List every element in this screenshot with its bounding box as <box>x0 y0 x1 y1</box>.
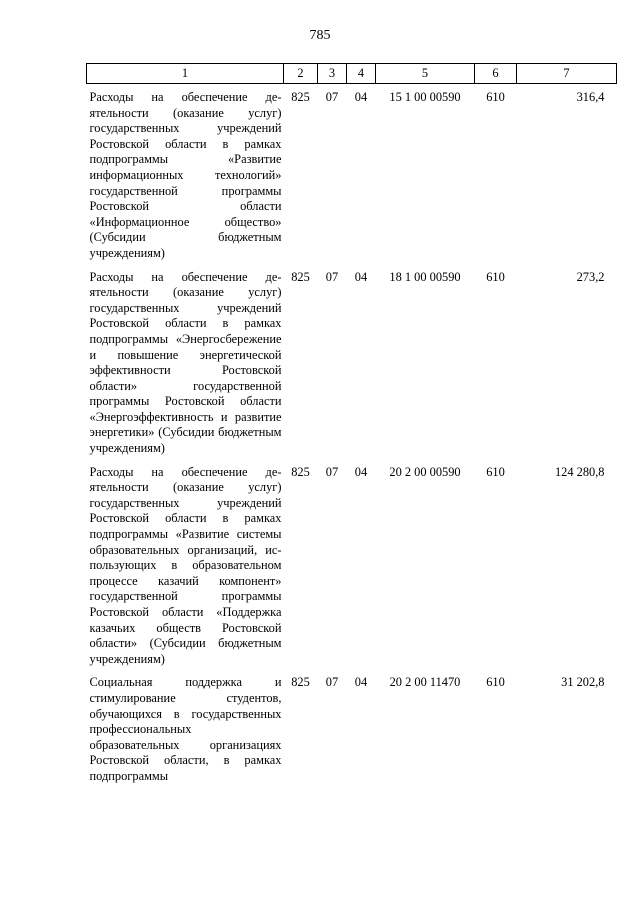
row-col-3: 07 <box>325 675 339 690</box>
row-col-5: 20 2 00 11470 <box>389 675 461 690</box>
row-amount: 316,4 <box>576 90 605 104</box>
page-number: 785 <box>309 28 331 43</box>
row-col-4: 04 <box>354 464 368 479</box>
row-col-6: 610 <box>486 90 505 104</box>
row-description: Расходы на обеспечение деятельности (оказание услуг) государственных учреждений Ростовской области в рамках подпрограммы «Энергосбережение и повышение энергетической эффективности Ростовской области» государственной программы Ростовской области «Энергоэффективность и развитие энергетики» (Субсидии бюджетным учреждениям) <box>89 269 282 456</box>
header-col-1: 1 <box>87 64 284 84</box>
table-row <box>87 270 617 465</box>
row-description: Социальная поддержка и стимулирование студентов, обучающихся в государственных профессиональных образовательных организациях Ростовской области, в рамках подпрограммы <box>89 675 282 783</box>
table-body <box>87 84 617 793</box>
row-col-2: 825 <box>291 90 310 104</box>
table-row <box>87 675 617 792</box>
table-row <box>87 84 617 270</box>
header-col-7: 7 <box>517 64 617 84</box>
row-col-6: 610 <box>486 464 505 479</box>
row-col-6: 610 <box>486 675 505 690</box>
row-col-3: 07 <box>325 464 339 479</box>
header-col-4: 4 <box>347 64 376 84</box>
row-col-5: 18 1 00 00590 <box>389 269 461 284</box>
row-col-4: 04 <box>354 269 368 284</box>
header-col-6: 6 <box>475 64 517 84</box>
header-col-2: 2 <box>284 64 318 84</box>
row-col-2: 825 <box>291 464 310 479</box>
row-col-4: 04 <box>354 90 368 104</box>
row-amount: 124 280,8 <box>554 464 605 479</box>
row-description: Расходы на обеспечение деятельности (оказание услуг) государственных учреждений Ростовской области в рамках подпрограммы «Развитие системы образовательных организаций, использующих в образовательном процессе казачий компонент» государственной программы Ростовской области «Поддержка казачьих обществ Ростовской области» (Субсидии бюджетным учреждениям) <box>89 464 282 666</box>
row-col-5: 20 2 00 00590 <box>389 464 461 479</box>
row-col-6: 610 <box>486 269 505 284</box>
table-row <box>87 465 617 676</box>
header-col-5: 5 <box>376 64 475 84</box>
header-row <box>87 64 617 84</box>
budget-table <box>86 63 617 793</box>
table-header <box>87 64 617 84</box>
row-description: Расходы на обеспечение деятельности (оказание услуг) государственных учреждений Ростовской области в рамках подпрограммы «Развитие информационных технологий» государственной программы Ростовской области «Информационное общество» (Субсидии бюджетным учреждениям) <box>89 90 282 260</box>
row-col-4: 04 <box>354 675 368 690</box>
row-amount: 273,2 <box>576 269 605 284</box>
row-col-3: 07 <box>325 90 339 104</box>
header-col-3: 3 <box>318 64 347 84</box>
row-amount: 31 202,8 <box>561 675 605 690</box>
row-col-2: 825 <box>291 675 310 690</box>
row-col-3: 07 <box>325 269 339 284</box>
row-col-2: 825 <box>291 269 310 284</box>
row-col-5: 15 1 00 00590 <box>389 90 461 104</box>
